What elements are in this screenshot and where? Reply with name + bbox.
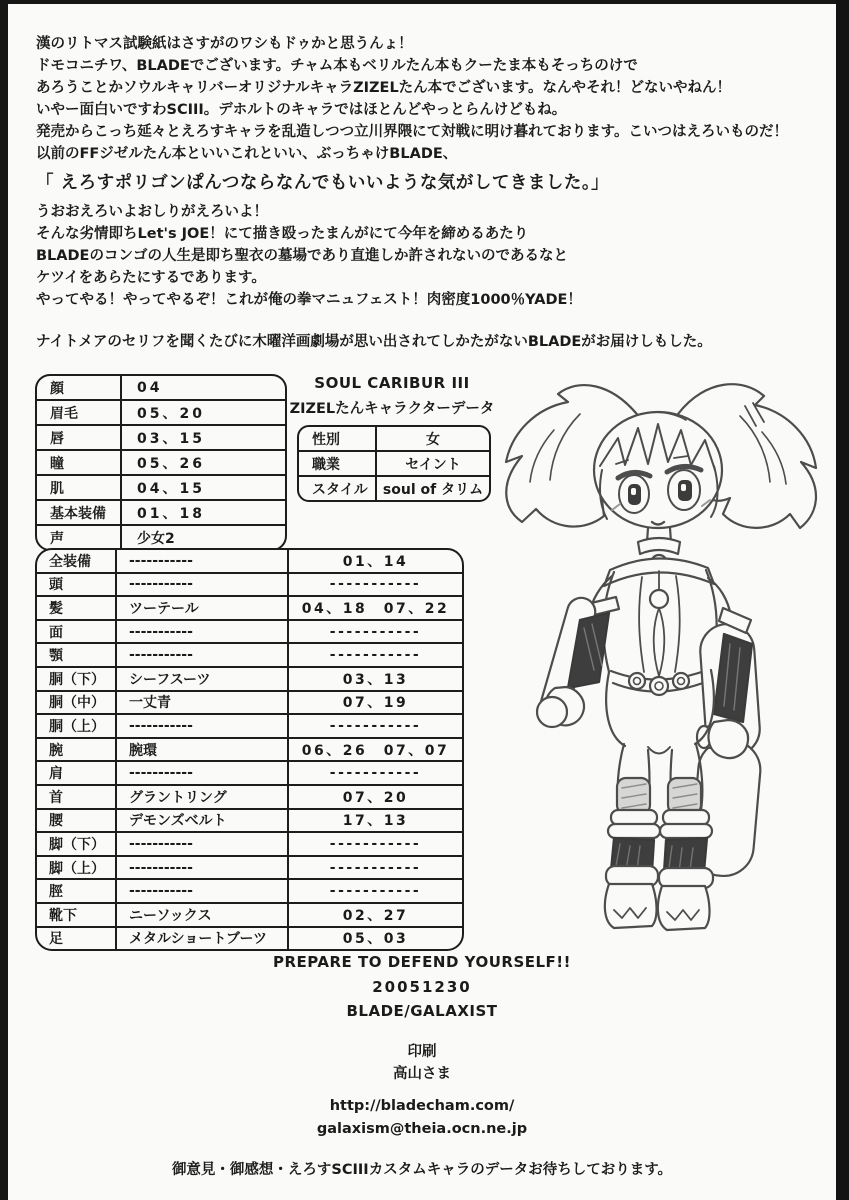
part-label: 脚（下） (49, 836, 105, 853)
table-row (299, 475, 489, 500)
part-label: 面 (49, 624, 63, 641)
item-values: ----------- (287, 715, 462, 737)
item-name: ----------- (115, 550, 287, 572)
body-line: うおおえろいよおしりがえろいよ！ (36, 204, 268, 220)
table-row (299, 450, 489, 475)
part-label: 足 (49, 931, 63, 948)
item-name: ----------- (115, 715, 287, 737)
table-row (37, 760, 462, 784)
body-line: そんな劣情即ちLet's JOE！にて描き殴ったまんがにて今年を締めるあたり (36, 226, 529, 242)
row-value: 05、26 (120, 451, 285, 474)
part-label: 胴（上） (49, 718, 105, 735)
row-value: 03、15 (120, 426, 285, 449)
item-values: 03、13 (287, 668, 462, 690)
part-label: 首 (49, 789, 63, 806)
item-name: メタルショートブーツ (115, 928, 287, 950)
part-label: 腕 (49, 742, 63, 759)
equipment-table (35, 548, 464, 951)
item-values: ----------- (287, 574, 462, 596)
row-label: 性別 (312, 431, 340, 448)
feedback-line: 御意見・御感想・えろすSCIIIカスタムキャラのデータお待ちしております。 (171, 1162, 673, 1178)
contact-email: galaxism@theia.ocn.ne.jp (316, 1121, 528, 1137)
item-values: ----------- (287, 621, 462, 643)
table-row (37, 784, 462, 808)
table-row (37, 399, 285, 424)
table-row (37, 550, 462, 572)
date-line: 20051230 (372, 978, 472, 996)
character-data-subtitle: ZIZELたんキャラクターデータ (289, 401, 495, 417)
item-name: 腕環 (115, 739, 287, 761)
item-values: ----------- (287, 833, 462, 855)
part-label: 腰 (49, 813, 63, 830)
item-name: ニーソックス (115, 904, 287, 926)
intro-line: 発売からこっち延々とえろすキャラを乱造しつつ立川界隈にて対戦に明け暮れております。こいつはえろいものだ！ (36, 124, 788, 140)
item-name: ----------- (115, 857, 287, 879)
item-values: 07、19 (287, 692, 462, 714)
item-values: 02、27 (287, 904, 462, 926)
item-values: 06、26 07、07 (287, 739, 462, 761)
table-row (37, 595, 462, 619)
closing-line: ナイトメアのセリフを聞くたびに木曜洋画劇場が思い出されてしかたがないBLADEがお届けしもした。 (36, 334, 712, 350)
face-settings-table (35, 374, 287, 551)
table-row (37, 808, 462, 832)
row-label: 眉毛 (50, 405, 78, 422)
body-line: ケツイをあらたにするであります。 (36, 270, 266, 286)
item-name: ----------- (115, 574, 287, 596)
item-name: シーフスーツ (115, 668, 287, 690)
intro-line: ドモコニチワ、BLADEでございます。チャム本もベリルたん本もクーたま本もそっちのけで (36, 58, 638, 74)
part-label: 胴（中） (49, 695, 105, 712)
pull-quote: 「 えろすポリゴンぱんつならなんでもいいような気がしてきました。」 (36, 173, 610, 193)
row-value: 女 (375, 427, 489, 450)
item-name: ----------- (115, 880, 287, 902)
table-row (37, 690, 462, 714)
item-name: ----------- (115, 833, 287, 855)
table-row (37, 666, 462, 690)
item-values: 05、03 (287, 928, 462, 950)
table-row (299, 427, 489, 450)
row-label: 肌 (50, 480, 64, 497)
table-row (37, 376, 285, 399)
row-value: 05、20 (120, 401, 285, 424)
row-value: セイント (375, 452, 489, 475)
credit-line: BLADE/GALAXIST (346, 1002, 498, 1020)
item-values: 07、20 (287, 786, 462, 808)
item-values: 04、18 07、22 (287, 597, 462, 619)
table-row (37, 524, 285, 549)
row-label: 基本装備 (50, 505, 106, 522)
row-value: 01、18 (120, 501, 285, 524)
item-values: 17、13 (287, 810, 462, 832)
table-row (37, 572, 462, 596)
part-label: 髪 (49, 600, 63, 617)
table-row (37, 737, 462, 761)
row-label: 顔 (50, 380, 64, 397)
scan-edge-top (0, 0, 849, 4)
printer-name: 高山さま (393, 1066, 451, 1082)
item-name: ツーテール (115, 597, 287, 619)
part-label: 脛 (49, 884, 63, 901)
intro-line: 以前のFFジゼルたん本といいこれといい、ぶっちゃけBLADE、 (36, 146, 458, 162)
item-values: ----------- (287, 880, 462, 902)
intro-line: いやー面白いですわSCIII。デホルトのキャラではほとんどやっとらんけどもね。 (36, 102, 567, 118)
item-name: 一丈青 (115, 692, 287, 714)
table-row (37, 926, 462, 950)
row-label: 瞳 (50, 455, 64, 472)
item-values: ----------- (287, 644, 462, 666)
table-row (37, 619, 462, 643)
item-name: グラントリング (115, 786, 287, 808)
scan-edge-left (0, 0, 8, 1200)
row-value: soul of タリム (375, 477, 489, 500)
row-label: スタイル (312, 481, 368, 498)
table-row (37, 855, 462, 879)
body-line: BLADEのコンゴの人生是即ち聖衣の墓場であり直進しか許されないのであるなと (36, 248, 568, 264)
part-label: 靴下 (49, 907, 77, 924)
row-value: 04 (120, 376, 285, 399)
intro-line: 漢のリトマス試験紙はさすがのワシもドゥかと思うんょ！ (36, 36, 413, 52)
table-row (37, 499, 285, 524)
item-name: デモンズベルト (115, 810, 287, 832)
item-name: ----------- (115, 644, 287, 666)
row-label: 職業 (312, 456, 340, 473)
part-label: 脚（上） (49, 860, 105, 877)
table-row (37, 474, 285, 499)
row-label: 唇 (50, 430, 64, 447)
table-row (37, 902, 462, 926)
part-label: 頭 (49, 577, 63, 594)
intro-line: あろうことかソウルキャリバーオリジナルキャラZIZELたん本でございます。なんやそれ！どないやねん！ (36, 80, 732, 96)
part-label: 全装備 (49, 553, 91, 570)
table-row (37, 642, 462, 666)
part-label: 顎 (49, 648, 63, 665)
item-values: ----------- (287, 857, 462, 879)
character-sketch (462, 370, 842, 945)
print-label: 印刷 (407, 1044, 437, 1060)
character-data-title: SOUL CARIBUR III (314, 374, 470, 392)
table-row (37, 449, 285, 474)
row-value: 04、15 (120, 476, 285, 499)
table-row (37, 878, 462, 902)
item-values: 01、14 (287, 550, 462, 572)
item-name: ----------- (115, 621, 287, 643)
body-line: やってやる！やってやるぞ！これが俺の拳マニュフェスト！肉密度1000％YADE！ (36, 292, 582, 308)
website-url: http://bladecham.com/ (329, 1098, 515, 1114)
item-name: ----------- (115, 762, 287, 784)
table-row (37, 831, 462, 855)
part-label: 胴（下） (49, 671, 105, 688)
part-label: 肩 (49, 766, 63, 783)
slogan-line: PREPARE TO DEFEND YOURSELF!! (272, 953, 571, 971)
table-row (37, 424, 285, 449)
table-row (37, 713, 462, 737)
row-value: 少女2 (120, 526, 285, 549)
item-values: ----------- (287, 762, 462, 784)
row-label: 声 (50, 530, 64, 547)
